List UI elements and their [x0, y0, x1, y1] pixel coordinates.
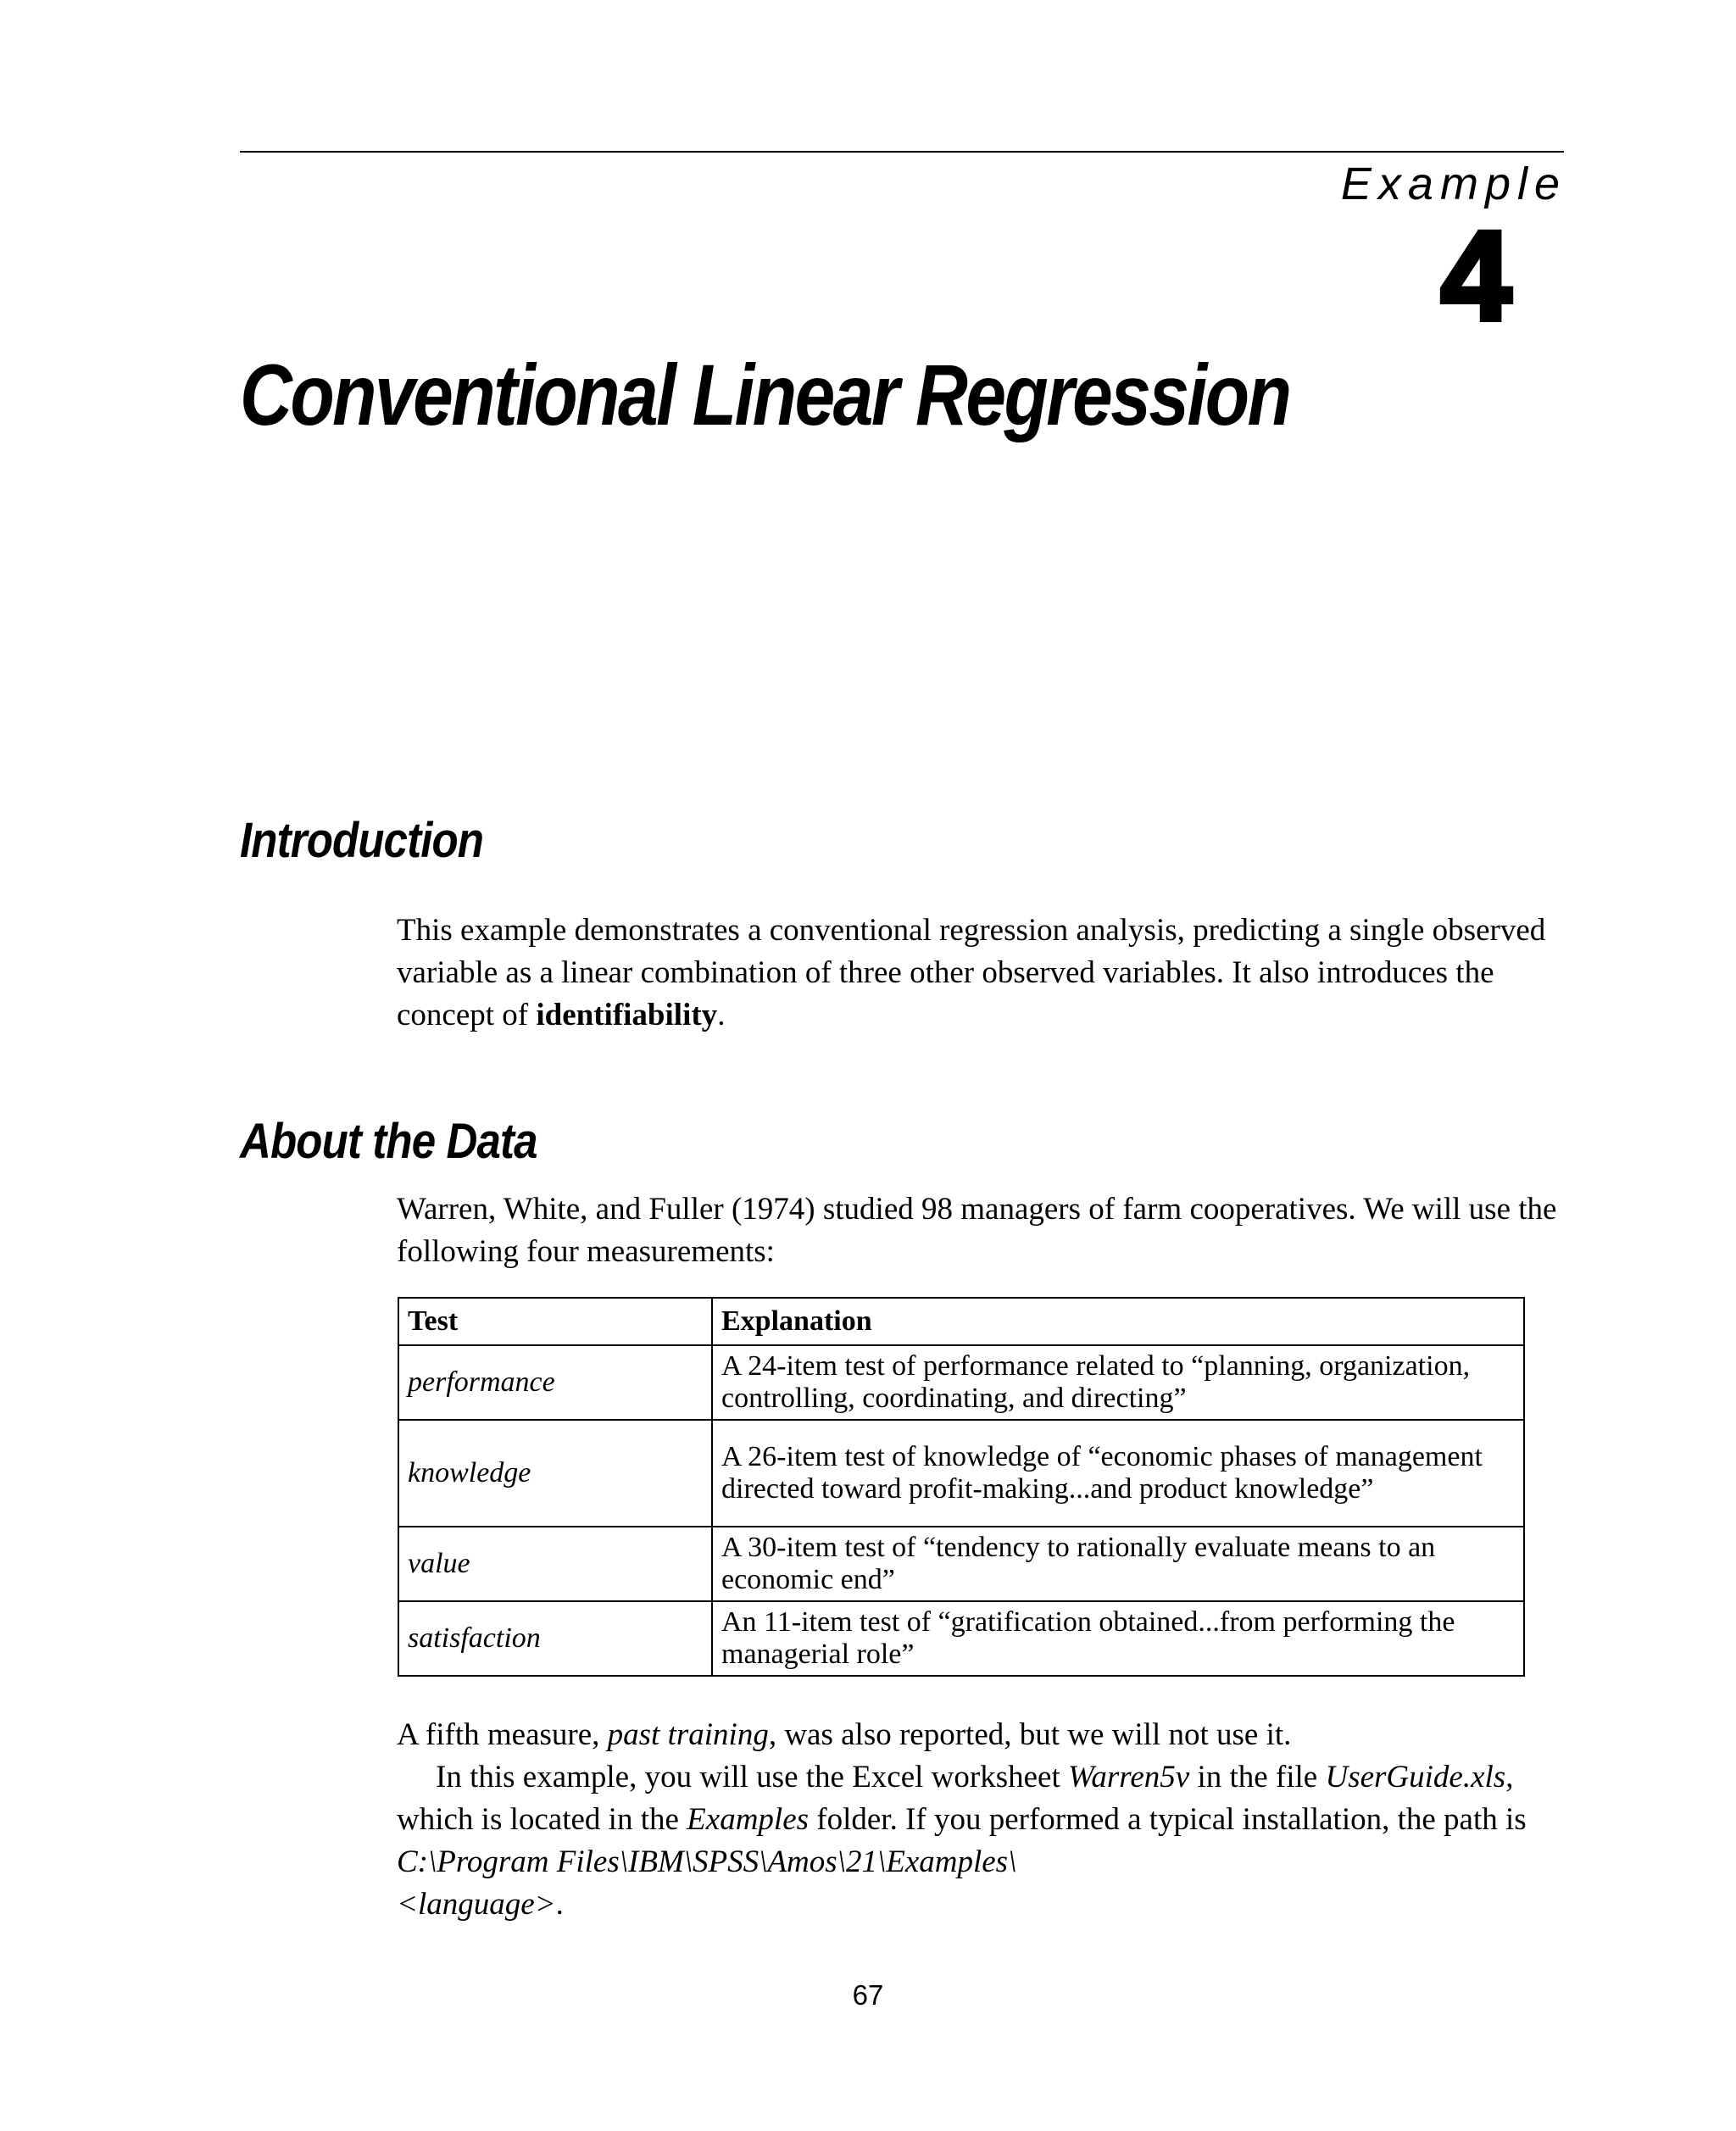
- table-row: [398, 1527, 1524, 1601]
- introduction-heading: Introduction: [240, 813, 484, 868]
- table-row: [398, 1420, 1524, 1527]
- worksheet-text-3: , which is located in the: [397, 1760, 1514, 1837]
- table-header-row: [398, 1298, 1524, 1345]
- fifth-measure-paragraph: [397, 1714, 1583, 1756]
- introduction-paragraph: [397, 910, 1550, 1037]
- table-row: [398, 1601, 1524, 1676]
- column-header-test: Test: [398, 1298, 712, 1345]
- file-name: UserGuide.xls: [1325, 1760, 1506, 1794]
- example-number: 4: [1440, 204, 1511, 347]
- explanation-cell: An 11-item test of “gratification obtained...from performing the managerial role”: [712, 1601, 1524, 1676]
- about-data-heading: About the Data: [240, 1114, 537, 1169]
- identifiability-term: identifiability: [536, 998, 718, 1032]
- test-name-cell: knowledge: [398, 1420, 712, 1527]
- column-header-explanation: Explanation: [712, 1298, 1524, 1345]
- test-name-cell: value: [398, 1527, 712, 1601]
- worksheet-name: Warren5v: [1067, 1760, 1190, 1794]
- worksheet-text-5: .: [555, 1887, 564, 1922]
- fifth-measure-text-1: A fifth measure,: [397, 1717, 608, 1752]
- closing-paragraphs: [397, 1714, 1583, 1926]
- example-label: Example: [1340, 159, 1566, 209]
- test-name-cell: performance: [398, 1345, 712, 1420]
- worksheet-paragraph: [397, 1756, 1583, 1926]
- introduction-text-2: .: [717, 998, 726, 1032]
- test-name-cell: satisfaction: [398, 1601, 712, 1676]
- past-training-term: past training: [607, 1717, 769, 1752]
- explanation-cell: A 26-item test of knowledge of “economic phases of management directed toward profit-making...and product knowledge”: [712, 1420, 1524, 1527]
- measurements-table: [398, 1297, 1525, 1677]
- worksheet-text-4: folder. If you performed a typical installation, the path is: [809, 1802, 1527, 1837]
- chapter-title: Conventional Linear Regression: [240, 347, 1290, 443]
- fifth-measure-text-2: , was also reported, but we will not use it.: [768, 1717, 1292, 1752]
- worksheet-text-2: in the file: [1189, 1760, 1326, 1794]
- header-rule: [240, 151, 1564, 153]
- page-number: 67: [852, 1979, 884, 2011]
- folder-name: Examples: [687, 1802, 810, 1837]
- table-row: [398, 1345, 1524, 1420]
- explanation-cell: A 30-item test of “tendency to rationally evaluate means to an economic end”: [712, 1527, 1524, 1601]
- about-data-intro: Warren, White, and Fuller (1974) studied 98 managers of farm cooperatives. We will use the following four measurements:: [397, 1192, 1557, 1269]
- explanation-cell: A 24-item test of performance related to “planning, organization, controlling, coordinating, and directing”: [712, 1345, 1524, 1420]
- worksheet-text-1: In this example, you will use the Excel worksheet: [436, 1760, 1068, 1794]
- introduction-text-1: This example demonstrates a conventional regression analysis, predicting a single observed variable as a linear combination of three other observed variables. It also introduces the concept of: [397, 913, 1546, 1032]
- language-placeholder: <language>: [397, 1887, 556, 1922]
- install-path: C:\Program Files\IBM\SPSS\Amos\21\Examples\: [397, 1844, 1017, 1879]
